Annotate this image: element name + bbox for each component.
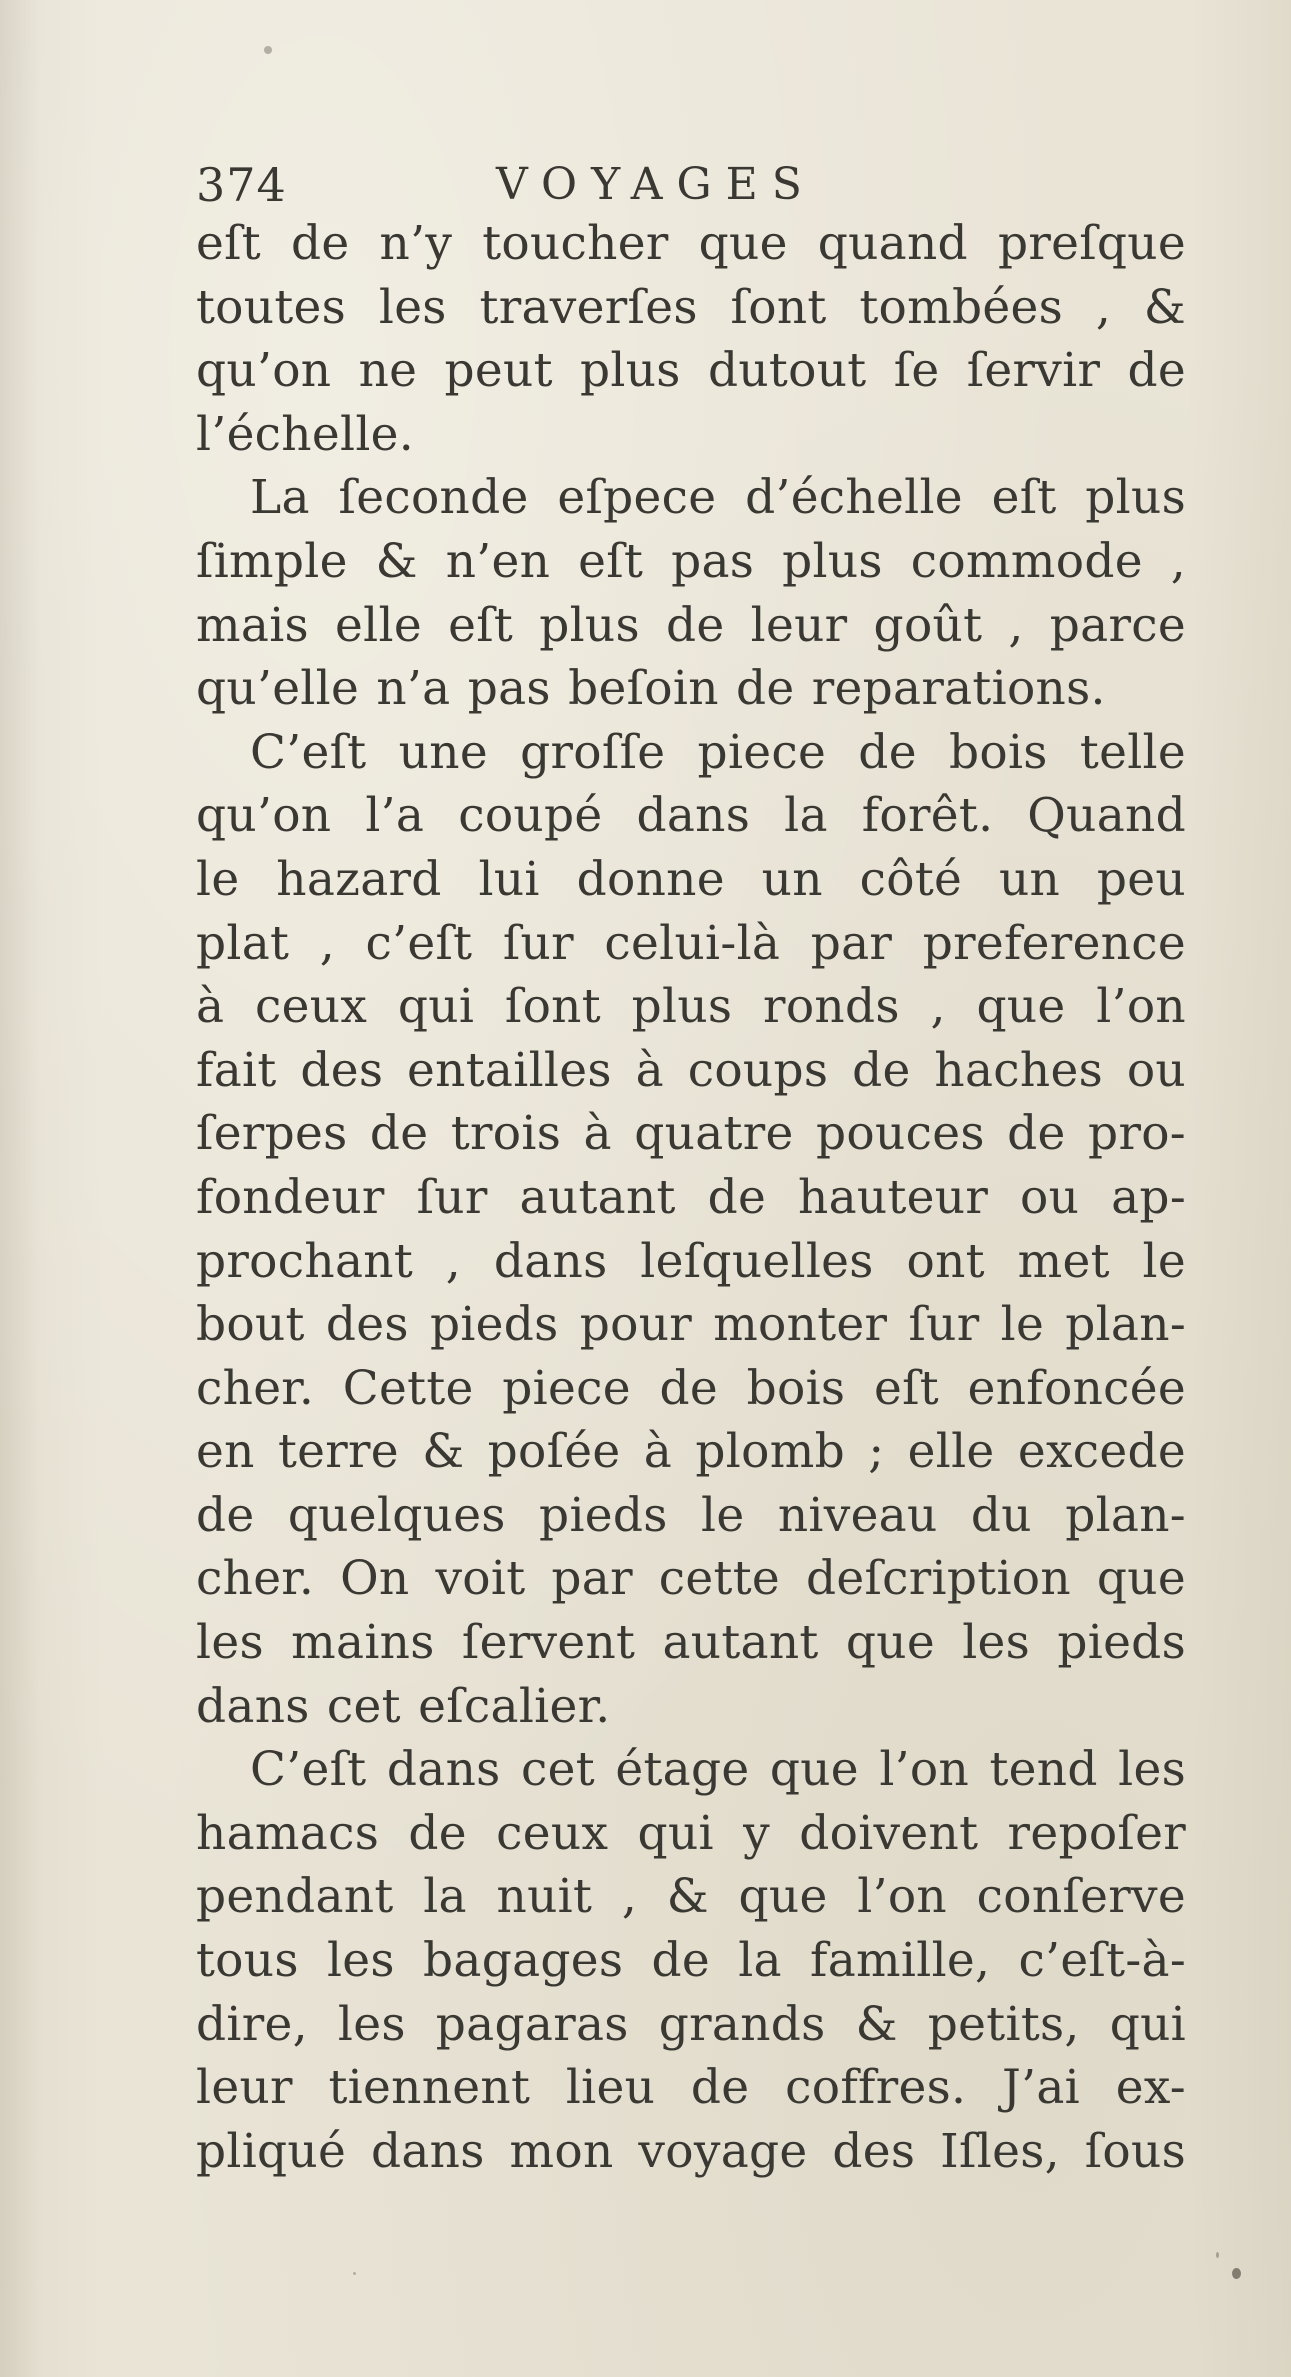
text-line: leur tiennent lieu de coffres. J’ai ex- [196, 2060, 1186, 2116]
paper-speck [1216, 2252, 1219, 2258]
text-line: qu’elle n’a pas beſoin de reparations. [196, 661, 1106, 717]
paper-speck [353, 2272, 356, 2275]
text-line: ſerpes de trois à quatre pouces de pro- [196, 1106, 1186, 1162]
running-head [196, 150, 896, 220]
text-line: l’échelle. [196, 406, 415, 462]
text-line: à ceux qui ſont plus ronds , que l’on [196, 979, 1186, 1035]
text-line: qu’on ne peut plus dutout ſe ſervir de [196, 343, 1186, 399]
text-line: ſimple & n’en eſt pas plus commode , [196, 533, 1186, 589]
paragraph-start-line: La ſeconde eſpece d’échelle eſt plus [250, 470, 1186, 526]
text-line: bout des pieds pour monter ſur le plan- [196, 1297, 1186, 1353]
text-line: plat , c’eſt ſur celui-là par preference [196, 915, 1186, 971]
text-line: cher. Cette piece de bois eſt enfoncée [196, 1360, 1186, 1416]
body-text [196, 212, 1186, 2183]
text-line: tous les bagages de la famille, c’eſt-à- [196, 1933, 1186, 1989]
text-line: hamacs de ceux qui y doivent repoſer [196, 1805, 1186, 1861]
text-line: en terre & poſée à plomb ; elle excede [196, 1424, 1186, 1480]
text-line: prochant , dans leſquelles ont met le [196, 1233, 1186, 1289]
text-line: dire, les pagaras grands & petits, qui [196, 1996, 1186, 2052]
text-line: pliqué dans mon voyage des Iſles, ſous [196, 2123, 1186, 2179]
paper-speck [264, 46, 272, 54]
paragraph-start-line: C’eſt dans cet étage que l’on tend les [250, 1742, 1186, 1798]
text-line: fondeur ſur autant de hauteur ou ap- [196, 1169, 1186, 1225]
text-line: toutes les traverſes ſont tombées , & [196, 279, 1186, 335]
page-fold-shadow [0, 0, 40, 2377]
text-line: fait des entailles à coups de haches ou [196, 1042, 1186, 1098]
text-line: les mains ſervent autant que les pieds [196, 1615, 1186, 1671]
text-line: de quelques pieds le niveau du plan- [196, 1487, 1186, 1543]
text-line: pendant la nuit , & que l’on conſerve [196, 1869, 1186, 1925]
text-line: le hazard lui donne un côté un peu [196, 851, 1186, 907]
paper-speck [1232, 2268, 1241, 2279]
text-line: cher. On voit par cette deſcription que [196, 1551, 1186, 1607]
text-line: eſt de n’y toucher que quand preſque [196, 216, 1186, 271]
page-number: 374 [196, 158, 287, 212]
text-line: mais elle eſt plus de leur goût , parce [196, 597, 1186, 653]
paragraph-start-line: C’eſt une groſſe piece de bois telle [250, 724, 1186, 780]
text-line: dans cet eſcalier. [196, 1678, 611, 1734]
text-line: qu’on l’a coupé dans la forêt. Quand [196, 788, 1186, 844]
running-title: VOYAGES [496, 159, 816, 210]
